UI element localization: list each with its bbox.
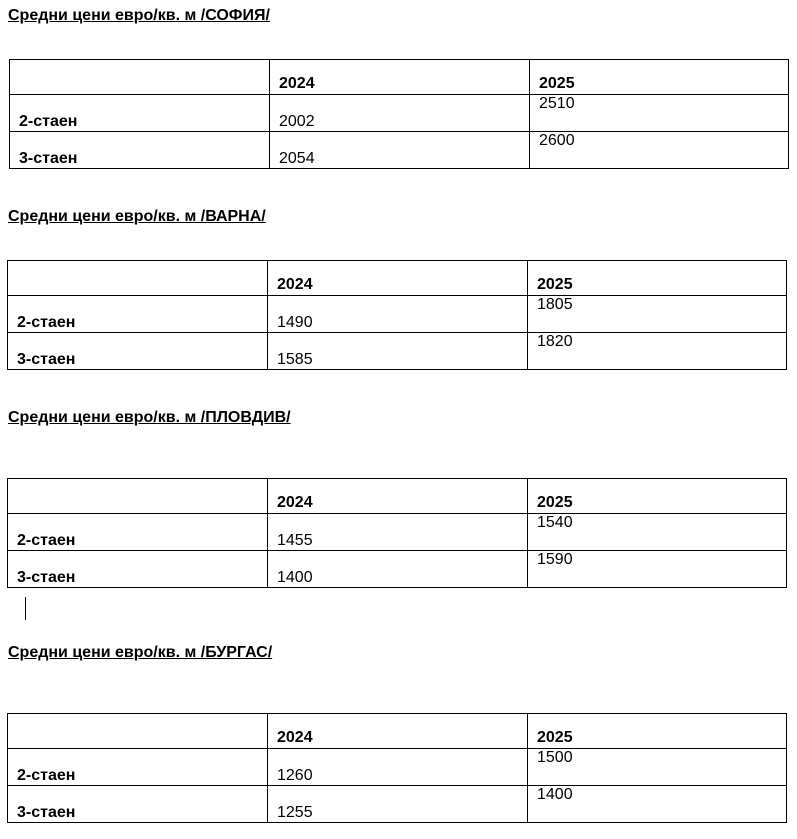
price-table-plovdiv: [7, 478, 787, 588]
section-heading-burgas: Средни цени евро/кв. м /БУРГАС/: [8, 644, 273, 661]
value-2025: 1400: [528, 786, 787, 823]
price-table-varna: [7, 260, 787, 370]
value-2025: 1590: [528, 551, 787, 588]
section-heading-varna: Средни цени евро/кв. м /ВАРНА/: [8, 208, 266, 225]
table-header-row: [8, 261, 787, 296]
table-row: [8, 551, 787, 588]
value-2025: 2600: [530, 132, 789, 169]
value-2025: 1820: [528, 333, 787, 370]
header-empty-cell: [8, 714, 268, 749]
table-row: [10, 132, 789, 169]
header-empty-cell: [10, 60, 270, 95]
value-2025: 1805: [528, 296, 787, 333]
row-label: 3-стаен: [8, 333, 268, 370]
value-2024: 1585: [268, 333, 528, 370]
table-row: [8, 333, 787, 370]
value-2024: 1455: [268, 514, 528, 551]
value-2024: 2002: [270, 95, 530, 132]
value-2024: 1260: [268, 749, 528, 786]
header-2024: 2024: [268, 479, 528, 514]
price-table-sofia: [9, 59, 789, 169]
row-label: 2-стаен: [10, 95, 270, 132]
header-empty-cell: [8, 261, 268, 296]
table-row: [8, 786, 787, 823]
table-header-row: [8, 479, 787, 514]
value-2024: 1490: [268, 296, 528, 333]
header-2025: 2025: [530, 60, 789, 95]
header-empty-cell: [8, 479, 268, 514]
value-2024: 1255: [268, 786, 528, 823]
row-label: 3-стаен: [8, 786, 268, 823]
value-2024: 2054: [270, 132, 530, 169]
text-cursor: [25, 597, 26, 620]
row-label: 3-стаен: [8, 551, 268, 588]
header-2025: 2025: [528, 714, 787, 749]
table-header-row: [8, 714, 787, 749]
section-heading-sofia: Средни цени евро/кв. м /СОФИЯ/: [8, 7, 270, 24]
section-heading-plovdiv: Средни цени евро/кв. м /ПЛОВДИВ/: [8, 409, 291, 426]
header-2025: 2025: [528, 479, 787, 514]
row-label: 3-стаен: [10, 132, 270, 169]
header-2024: 2024: [268, 261, 528, 296]
value-2025: 2510: [530, 95, 789, 132]
row-label: 2-стаен: [8, 749, 268, 786]
table-row: [8, 749, 787, 786]
table-row: [8, 514, 787, 551]
value-2025: 1540: [528, 514, 787, 551]
header-2024: 2024: [270, 60, 530, 95]
table-header-row: [10, 60, 789, 95]
row-label: 2-стаен: [8, 296, 268, 333]
row-label: 2-стаен: [8, 514, 268, 551]
table-row: [10, 95, 789, 132]
value-2024: 1400: [268, 551, 528, 588]
value-2025: 1500: [528, 749, 787, 786]
price-table-burgas: [7, 713, 787, 823]
header-2025: 2025: [528, 261, 787, 296]
table-row: [8, 296, 787, 333]
header-2024: 2024: [268, 714, 528, 749]
